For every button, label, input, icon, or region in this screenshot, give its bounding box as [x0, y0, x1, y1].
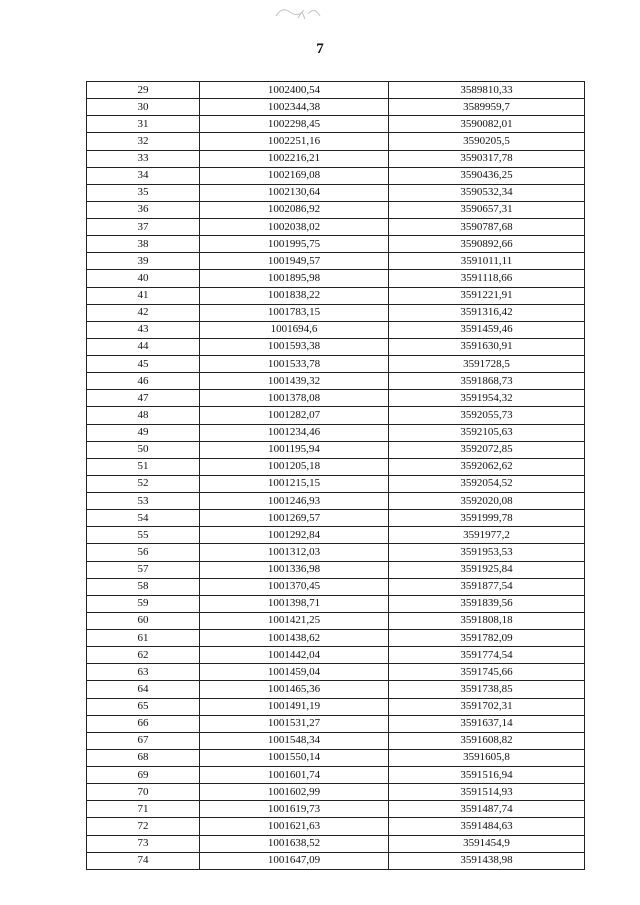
y-coordinate-cell: 3591011,11 — [389, 253, 585, 270]
table-row — [87, 321, 585, 338]
point-number-cell: 49 — [87, 424, 200, 441]
point-number-cell: 71 — [87, 801, 200, 818]
scan-artifact-mark — [268, 2, 338, 24]
x-coordinate-cell: 1001292,84 — [200, 527, 389, 544]
y-coordinate-cell: 3591953,53 — [389, 544, 585, 561]
x-coordinate-cell: 1002169,08 — [200, 167, 389, 184]
point-number-cell: 40 — [87, 270, 200, 287]
point-number-cell: 36 — [87, 201, 200, 218]
point-number-cell: 61 — [87, 630, 200, 647]
x-coordinate-cell: 1001601,74 — [200, 767, 389, 784]
x-coordinate-cell: 1001336,98 — [200, 561, 389, 578]
x-coordinate-cell: 1001694,6 — [200, 321, 389, 338]
y-coordinate-cell: 3591839,56 — [389, 595, 585, 612]
point-number-cell: 54 — [87, 510, 200, 527]
table-row — [87, 835, 585, 852]
table-row — [87, 852, 585, 869]
y-coordinate-cell: 3591808,18 — [389, 612, 585, 629]
point-number-cell: 29 — [87, 82, 200, 99]
y-coordinate-cell: 3591702,31 — [389, 698, 585, 715]
x-coordinate-cell: 1002086,92 — [200, 201, 389, 218]
point-number-cell: 30 — [87, 99, 200, 116]
table-row — [87, 184, 585, 201]
x-coordinate-cell: 1001491,19 — [200, 698, 389, 715]
x-coordinate-cell: 1001442,04 — [200, 647, 389, 664]
x-coordinate-cell: 1001949,57 — [200, 253, 389, 270]
table-row — [87, 338, 585, 355]
table-row — [87, 561, 585, 578]
table-row — [87, 236, 585, 253]
table-row — [87, 219, 585, 236]
y-coordinate-cell: 3591454,9 — [389, 835, 585, 852]
point-number-cell: 42 — [87, 304, 200, 321]
table-row — [87, 784, 585, 801]
table-row — [87, 99, 585, 116]
x-coordinate-cell: 1001234,46 — [200, 424, 389, 441]
table-row — [87, 287, 585, 304]
y-coordinate-cell: 3591738,85 — [389, 681, 585, 698]
point-number-cell: 60 — [87, 612, 200, 629]
x-coordinate-cell: 1001378,08 — [200, 390, 389, 407]
point-number-cell: 73 — [87, 835, 200, 852]
x-coordinate-cell: 1001593,38 — [200, 338, 389, 355]
y-coordinate-cell: 3591605,8 — [389, 749, 585, 766]
x-coordinate-cell: 1001465,36 — [200, 681, 389, 698]
coordinates-table-body — [87, 82, 585, 870]
y-coordinate-cell: 3591514,93 — [389, 784, 585, 801]
y-coordinate-cell: 3589959,7 — [389, 99, 585, 116]
table-row — [87, 167, 585, 184]
x-coordinate-cell: 1001531,27 — [200, 715, 389, 732]
table-row — [87, 373, 585, 390]
x-coordinate-cell: 1002216,21 — [200, 150, 389, 167]
point-number-cell: 52 — [87, 475, 200, 492]
y-coordinate-cell: 3591487,74 — [389, 801, 585, 818]
y-coordinate-cell: 3590532,34 — [389, 184, 585, 201]
x-coordinate-cell: 1001459,04 — [200, 664, 389, 681]
point-number-cell: 72 — [87, 818, 200, 835]
y-coordinate-cell: 3591977,2 — [389, 527, 585, 544]
point-number-cell: 70 — [87, 784, 200, 801]
point-number-cell: 67 — [87, 732, 200, 749]
table-row — [87, 715, 585, 732]
y-coordinate-cell: 3591877,54 — [389, 578, 585, 595]
point-number-cell: 62 — [87, 647, 200, 664]
table-row — [87, 493, 585, 510]
table-row — [87, 116, 585, 133]
y-coordinate-cell: 3590436,25 — [389, 167, 585, 184]
y-coordinate-cell: 3591608,82 — [389, 732, 585, 749]
x-coordinate-cell: 1002038,02 — [200, 219, 389, 236]
point-number-cell: 41 — [87, 287, 200, 304]
point-number-cell: 46 — [87, 373, 200, 390]
y-coordinate-cell: 3591999,78 — [389, 510, 585, 527]
table-row — [87, 510, 585, 527]
y-coordinate-cell: 3590205,5 — [389, 133, 585, 150]
point-number-cell: 53 — [87, 493, 200, 510]
x-coordinate-cell: 1001533,78 — [200, 356, 389, 373]
x-coordinate-cell: 1001438,62 — [200, 630, 389, 647]
x-coordinate-cell: 1001439,32 — [200, 373, 389, 390]
table-row — [87, 578, 585, 595]
table-row — [87, 630, 585, 647]
point-number-cell: 35 — [87, 184, 200, 201]
x-coordinate-cell: 1002344,38 — [200, 99, 389, 116]
x-coordinate-cell: 1001895,98 — [200, 270, 389, 287]
point-number-cell: 32 — [87, 133, 200, 150]
y-coordinate-cell: 3592020,08 — [389, 493, 585, 510]
table-row — [87, 304, 585, 321]
point-number-cell: 48 — [87, 407, 200, 424]
point-number-cell: 63 — [87, 664, 200, 681]
y-coordinate-cell: 3591221,91 — [389, 287, 585, 304]
y-coordinate-cell: 3591774,54 — [389, 647, 585, 664]
y-coordinate-cell: 3591316,42 — [389, 304, 585, 321]
table-row — [87, 253, 585, 270]
table-row — [87, 150, 585, 167]
point-number-cell: 37 — [87, 219, 200, 236]
point-number-cell: 68 — [87, 749, 200, 766]
point-number-cell: 64 — [87, 681, 200, 698]
y-coordinate-cell: 3591118,66 — [389, 270, 585, 287]
point-number-cell: 45 — [87, 356, 200, 373]
y-coordinate-cell: 3591459,46 — [389, 321, 585, 338]
y-coordinate-cell: 3591637,14 — [389, 715, 585, 732]
x-coordinate-cell: 1001421,25 — [200, 612, 389, 629]
table-row — [87, 527, 585, 544]
table-row — [87, 544, 585, 561]
point-number-cell: 38 — [87, 236, 200, 253]
point-number-cell: 58 — [87, 578, 200, 595]
y-coordinate-cell: 3591484,63 — [389, 818, 585, 835]
y-coordinate-cell: 3591954,32 — [389, 390, 585, 407]
x-coordinate-cell: 1001312,03 — [200, 544, 389, 561]
point-number-cell: 47 — [87, 390, 200, 407]
point-number-cell: 33 — [87, 150, 200, 167]
table-row — [87, 424, 585, 441]
table-row — [87, 612, 585, 629]
table-row — [87, 698, 585, 715]
table-row — [87, 133, 585, 150]
x-coordinate-cell: 1001647,09 — [200, 852, 389, 869]
x-coordinate-cell: 1001621,63 — [200, 818, 389, 835]
y-coordinate-cell: 3591630,91 — [389, 338, 585, 355]
coordinates-table — [86, 81, 585, 870]
table-row — [87, 458, 585, 475]
x-coordinate-cell: 1001215,15 — [200, 475, 389, 492]
x-coordinate-cell: 1001195,94 — [200, 441, 389, 458]
y-coordinate-cell: 3592072,85 — [389, 441, 585, 458]
x-coordinate-cell: 1001619,73 — [200, 801, 389, 818]
point-number-cell: 44 — [87, 338, 200, 355]
table-row — [87, 82, 585, 99]
table-row — [87, 647, 585, 664]
table-row — [87, 390, 585, 407]
x-coordinate-cell: 1001246,93 — [200, 493, 389, 510]
y-coordinate-cell: 3591782,09 — [389, 630, 585, 647]
table-row — [87, 664, 585, 681]
y-coordinate-cell: 3592105,63 — [389, 424, 585, 441]
x-coordinate-cell: 1001370,45 — [200, 578, 389, 595]
x-coordinate-cell: 1001550,14 — [200, 749, 389, 766]
table-row — [87, 475, 585, 492]
x-coordinate-cell: 1001783,15 — [200, 304, 389, 321]
y-coordinate-cell: 3590317,78 — [389, 150, 585, 167]
point-number-cell: 55 — [87, 527, 200, 544]
table-row — [87, 441, 585, 458]
point-number-cell: 50 — [87, 441, 200, 458]
y-coordinate-cell: 3591868,73 — [389, 373, 585, 390]
x-coordinate-cell: 1002130,64 — [200, 184, 389, 201]
y-coordinate-cell: 3590892,66 — [389, 236, 585, 253]
point-number-cell: 65 — [87, 698, 200, 715]
y-coordinate-cell: 3590657,31 — [389, 201, 585, 218]
x-coordinate-cell: 1001638,52 — [200, 835, 389, 852]
y-coordinate-cell: 3591925,84 — [389, 561, 585, 578]
x-coordinate-cell: 1001602,99 — [200, 784, 389, 801]
x-coordinate-cell: 1001995,75 — [200, 236, 389, 253]
x-coordinate-cell: 1002251,16 — [200, 133, 389, 150]
x-coordinate-cell: 1001838,22 — [200, 287, 389, 304]
x-coordinate-cell: 1002298,45 — [200, 116, 389, 133]
table-row — [87, 681, 585, 698]
point-number-cell: 39 — [87, 253, 200, 270]
y-coordinate-cell: 3592055,73 — [389, 407, 585, 424]
table-row — [87, 801, 585, 818]
y-coordinate-cell: 3592062,62 — [389, 458, 585, 475]
x-coordinate-cell: 1001398,71 — [200, 595, 389, 612]
y-coordinate-cell: 3591728,5 — [389, 356, 585, 373]
point-number-cell: 51 — [87, 458, 200, 475]
table-row — [87, 818, 585, 835]
point-number-cell: 66 — [87, 715, 200, 732]
x-coordinate-cell: 1001269,57 — [200, 510, 389, 527]
point-number-cell: 34 — [87, 167, 200, 184]
table-row — [87, 356, 585, 373]
y-coordinate-cell: 3591438,98 — [389, 852, 585, 869]
point-number-cell: 59 — [87, 595, 200, 612]
point-number-cell: 31 — [87, 116, 200, 133]
x-coordinate-cell: 1001282,07 — [200, 407, 389, 424]
point-number-cell: 69 — [87, 767, 200, 784]
point-number-cell: 43 — [87, 321, 200, 338]
x-coordinate-cell: 1001548,34 — [200, 732, 389, 749]
table-row — [87, 749, 585, 766]
y-coordinate-cell: 3591516,94 — [389, 767, 585, 784]
y-coordinate-cell: 3591745,66 — [389, 664, 585, 681]
table-row — [87, 732, 585, 749]
table-row — [87, 595, 585, 612]
table-row — [87, 407, 585, 424]
y-coordinate-cell: 3589810,33 — [389, 82, 585, 99]
point-number-cell: 74 — [87, 852, 200, 869]
table-row — [87, 201, 585, 218]
y-coordinate-cell: 3590787,68 — [389, 219, 585, 236]
y-coordinate-cell: 3590082,01 — [389, 116, 585, 133]
y-coordinate-cell: 3592054,52 — [389, 475, 585, 492]
x-coordinate-cell: 1001205,18 — [200, 458, 389, 475]
table-row — [87, 767, 585, 784]
page-number: 7 — [316, 41, 324, 57]
table-row — [87, 270, 585, 287]
x-coordinate-cell: 1002400,54 — [200, 82, 389, 99]
point-number-cell: 56 — [87, 544, 200, 561]
point-number-cell: 57 — [87, 561, 200, 578]
